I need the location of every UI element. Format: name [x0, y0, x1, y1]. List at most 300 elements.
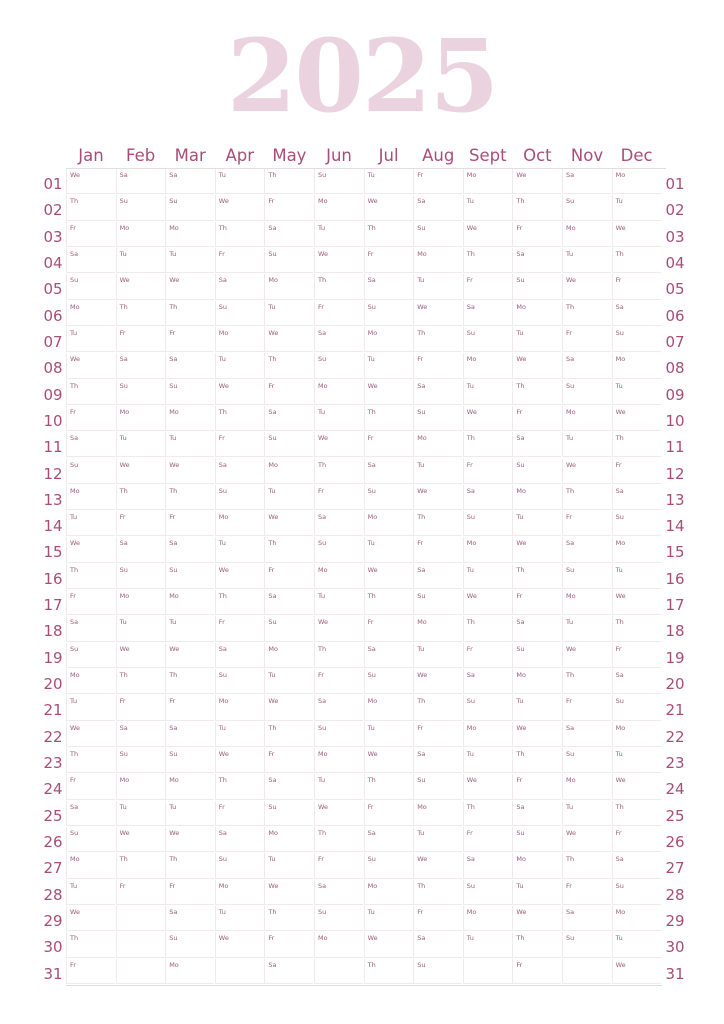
- day-cell: [165, 564, 214, 589]
- month-header: Dec: [620, 146, 653, 165]
- weekday-label: Tu: [218, 723, 226, 732]
- weekday-label: Sa: [566, 539, 575, 548]
- weekday-label: Su: [516, 644, 525, 653]
- day-cell: [413, 695, 462, 720]
- weekday-label: We: [218, 934, 229, 943]
- weekday-label: Fr: [516, 407, 523, 416]
- weekday-label: We: [516, 171, 527, 179]
- day-cell: [364, 195, 413, 220]
- day-cell: [562, 353, 611, 378]
- weekday-label: Sa: [466, 671, 475, 680]
- weekday-label: Sa: [318, 881, 327, 890]
- day-cell: [116, 222, 165, 247]
- weekday-label: Th: [70, 197, 79, 206]
- day-cell: [512, 932, 561, 957]
- day-cell: [562, 169, 611, 194]
- day-cell: [463, 459, 512, 484]
- day-cell: [215, 459, 264, 484]
- weekday-label: Su: [615, 328, 624, 337]
- weekday-label: Mo: [615, 355, 626, 364]
- weekday-label: We: [367, 565, 378, 574]
- weekday-label: We: [615, 223, 626, 232]
- weekday-label: Tu: [417, 644, 425, 653]
- weekday-label: Th: [466, 802, 475, 811]
- weekday-label: Tu: [268, 486, 276, 495]
- weekday-label: Th: [70, 934, 79, 943]
- weekday-label: Mo: [268, 644, 278, 653]
- day-cell: [562, 459, 611, 484]
- month-header: Nov: [570, 146, 604, 165]
- day-number-right: 20: [665, 675, 685, 694]
- weekday-label: Su: [466, 328, 476, 337]
- day-cell: [413, 564, 462, 589]
- weekday-label: Fr: [367, 802, 374, 811]
- weekday-label: Sa: [218, 460, 227, 469]
- day-cell: [413, 827, 462, 852]
- weekday-label: Su: [119, 381, 128, 390]
- day-cell: [413, 406, 462, 431]
- day-number-left: 03: [43, 227, 63, 246]
- day-cell: [364, 301, 413, 326]
- day-cell: [413, 195, 462, 220]
- day-cell: [562, 380, 611, 405]
- weekday-label: We: [516, 723, 527, 732]
- weekday-label: Sa: [367, 644, 376, 653]
- day-cell: [215, 959, 264, 984]
- day-number-right: 06: [665, 306, 685, 325]
- weekday-label: Mo: [367, 881, 378, 890]
- day-cell: [66, 406, 115, 431]
- weekday-label: Th: [169, 855, 178, 864]
- weekday-label: Su: [70, 276, 79, 285]
- day-cell: [612, 169, 661, 194]
- day-cell: [512, 959, 561, 984]
- day-cell: [116, 590, 165, 615]
- day-cell: [612, 722, 661, 747]
- day-cell: [413, 301, 462, 326]
- day-cell: [364, 590, 413, 615]
- weekday-label: Tu: [367, 723, 375, 732]
- weekday-label: Su: [70, 644, 79, 653]
- weekday-label: We: [169, 460, 180, 469]
- day-cell: [116, 932, 165, 957]
- weekday-label: Tu: [566, 249, 574, 258]
- weekday-label: Th: [119, 302, 128, 311]
- day-cell: [215, 564, 264, 589]
- day-cell: [314, 169, 363, 194]
- weekday-label: Tu: [566, 618, 574, 627]
- day-number-left: 21: [43, 701, 63, 720]
- weekday-label: Su: [318, 723, 327, 732]
- day-cell: [116, 959, 165, 984]
- day-number-left: 25: [43, 806, 63, 825]
- day-cell: [463, 959, 512, 984]
- weekday-label: Fr: [119, 697, 126, 706]
- weekday-label: Tu: [119, 249, 127, 258]
- day-cell: [66, 327, 115, 352]
- weekday-label: Th: [218, 223, 227, 232]
- weekday-label: Tu: [417, 460, 425, 469]
- day-cell: [413, 774, 462, 799]
- weekday-label: Su: [268, 618, 277, 627]
- day-number-left: 11: [43, 438, 63, 457]
- weekday-label: Mo: [367, 697, 378, 706]
- day-cell: [364, 537, 413, 562]
- day-number-right: 02: [665, 201, 685, 220]
- weekday-label: We: [367, 750, 378, 759]
- day-cell: [116, 643, 165, 668]
- day-cell: [314, 195, 363, 220]
- weekday-label: Tu: [566, 802, 574, 811]
- weekday-label: Tu: [615, 934, 623, 943]
- month-header: Jun: [326, 146, 352, 165]
- day-cell: [264, 669, 313, 694]
- weekday-label: Sa: [218, 644, 227, 653]
- weekday-label: Th: [169, 486, 178, 495]
- day-number-left: 19: [43, 648, 63, 667]
- weekday-label: Su: [516, 829, 525, 837]
- weekday-label: We: [70, 171, 81, 179]
- day-number-left: 01: [43, 175, 63, 193]
- weekday-label: We: [268, 513, 279, 522]
- day-cell: [314, 801, 363, 826]
- day-cell: [165, 616, 214, 641]
- weekday-label: Sa: [268, 223, 277, 232]
- day-cell: [165, 827, 214, 852]
- weekday-label: Sa: [417, 750, 426, 759]
- weekday-label: Fr: [70, 407, 76, 416]
- day-cell: [562, 274, 611, 299]
- weekday-label: Fr: [119, 513, 126, 522]
- weekday-label: Su: [417, 592, 426, 601]
- day-cell: [612, 590, 661, 615]
- day-cell: [364, 695, 413, 720]
- weekday-label: Sa: [466, 302, 475, 311]
- weekday-label: Mo: [566, 407, 576, 416]
- day-cell: [463, 169, 512, 194]
- weekday-label: We: [615, 592, 626, 601]
- weekday-label: We: [268, 881, 279, 890]
- day-cell: [562, 301, 611, 326]
- day-cell: [264, 880, 313, 905]
- day-cell: [165, 537, 214, 562]
- weekday-label: Th: [318, 460, 327, 469]
- day-cell: [116, 722, 165, 747]
- weekday-label: Th: [70, 381, 79, 390]
- weekday-label: Su: [566, 381, 575, 390]
- weekday-label: Su: [268, 434, 277, 443]
- weekday-label: We: [566, 460, 577, 469]
- day-cell: [612, 406, 661, 431]
- day-cell: [264, 274, 313, 299]
- weekday-label: Sa: [615, 486, 624, 495]
- weekday-label: Su: [417, 776, 426, 785]
- day-cell: [562, 485, 611, 510]
- weekday-label: Su: [218, 302, 228, 311]
- weekday-label: Mo: [417, 249, 427, 258]
- weekday-label: We: [218, 197, 229, 206]
- weekday-label: Su: [318, 355, 327, 364]
- day-cell: [314, 616, 363, 641]
- weekday-label: Mo: [516, 671, 526, 680]
- weekday-label: Mo: [566, 592, 576, 601]
- month-header: Feb: [125, 146, 156, 165]
- weekday-label: Su: [466, 881, 476, 890]
- day-cell: [215, 669, 264, 694]
- day-cell: [165, 906, 214, 931]
- weekday-label: Su: [218, 671, 228, 680]
- weekday-label: Mo: [169, 223, 179, 232]
- day-cell: [612, 274, 661, 299]
- day-cell: [215, 906, 264, 931]
- weekday-label: We: [417, 302, 428, 311]
- day-cell: [264, 353, 313, 378]
- weekday-label: Sa: [218, 276, 227, 285]
- weekday-label: Th: [566, 302, 575, 311]
- day-cell: [364, 248, 413, 273]
- day-cell: [463, 932, 512, 957]
- day-cell: [512, 722, 561, 747]
- calendar-grid: [66, 169, 662, 986]
- weekday-label: We: [615, 776, 626, 785]
- weekday-label: Tu: [119, 618, 127, 627]
- day-cell: [612, 853, 661, 878]
- weekday-label: We: [70, 539, 81, 548]
- day-cell: [364, 274, 413, 299]
- weekday-label: Sa: [367, 829, 376, 837]
- weekday-label: Mo: [417, 434, 427, 443]
- day-cell: [116, 301, 165, 326]
- day-cell: [165, 485, 214, 510]
- day-cell: [612, 643, 661, 668]
- weekday-label: Tu: [218, 539, 226, 548]
- weekday-label: Fr: [417, 539, 424, 548]
- day-cell: [264, 406, 313, 431]
- day-cell: [66, 801, 115, 826]
- weekday-label: Su: [119, 197, 128, 206]
- day-cell: [66, 827, 115, 852]
- day-cell: [264, 432, 313, 457]
- day-cell: [413, 853, 462, 878]
- day-cell: [314, 906, 363, 931]
- day-cell: [463, 827, 512, 852]
- weekday-label: Tu: [516, 513, 524, 522]
- day-cell: [314, 301, 363, 326]
- weekday-label: Sa: [615, 302, 624, 311]
- weekday-label: Sa: [268, 592, 277, 601]
- weekday-label: We: [466, 223, 477, 232]
- weekday-label: Tu: [466, 381, 474, 390]
- weekday-label: Sa: [169, 539, 178, 548]
- day-cell: [66, 722, 115, 747]
- day-cell: [512, 485, 561, 510]
- day-cell: [215, 774, 264, 799]
- day-cell: [512, 564, 561, 589]
- weekday-label: Su: [417, 960, 426, 969]
- day-cell: [612, 353, 661, 378]
- day-cell: [215, 248, 264, 273]
- weekday-label: Tu: [70, 328, 78, 337]
- day-cell: [165, 353, 214, 378]
- day-number-right: 26: [665, 833, 685, 851]
- day-cell: [66, 616, 115, 641]
- day-cell: [364, 459, 413, 484]
- weekday-label: Mo: [218, 513, 229, 522]
- weekday-label: Tu: [70, 513, 78, 522]
- day-cell: [463, 801, 512, 826]
- weekday-label: Mo: [169, 776, 179, 785]
- day-cell: [512, 195, 561, 220]
- weekday-label: Tu: [268, 855, 276, 864]
- day-cell: [612, 669, 661, 694]
- day-cell: [314, 380, 363, 405]
- weekday-label: Fr: [218, 434, 225, 443]
- day-cell: [314, 406, 363, 431]
- weekday-label: Mo: [70, 855, 80, 864]
- day-cell: [314, 827, 363, 852]
- weekday-label: Tu: [169, 249, 177, 258]
- day-cell: [314, 248, 363, 273]
- day-cell: [413, 353, 462, 378]
- day-cell: [364, 616, 413, 641]
- day-cell: [264, 222, 313, 247]
- day-cell: [463, 353, 512, 378]
- day-number-right: 23: [665, 754, 685, 773]
- day-number-left: 18: [43, 622, 63, 641]
- day-cell: [562, 511, 611, 536]
- weekday-label: Fr: [169, 881, 176, 890]
- day-cell: [612, 459, 661, 484]
- weekday-label: We: [516, 355, 527, 364]
- day-cell: [314, 327, 363, 352]
- weekday-label: Su: [169, 565, 178, 574]
- day-number-left: 31: [43, 964, 63, 983]
- weekday-label: Sa: [516, 434, 525, 443]
- weekday-label: We: [318, 802, 329, 811]
- day-cell: [512, 380, 561, 405]
- weekday-label: Sa: [70, 802, 79, 811]
- day-number-left: 06: [43, 306, 63, 325]
- weekday-label: Mo: [169, 960, 179, 969]
- day-cell: [264, 616, 313, 641]
- day-cell: [165, 669, 214, 694]
- weekday-label: Sa: [268, 407, 277, 416]
- day-cell: [66, 590, 115, 615]
- year-title: 2025: [226, 17, 498, 135]
- day-cell: [413, 748, 462, 773]
- day-number-right: 07: [665, 332, 685, 351]
- day-number-left: 04: [43, 253, 63, 272]
- weekday-label: We: [268, 697, 279, 706]
- day-cell: [264, 695, 313, 720]
- day-cell: [165, 406, 214, 431]
- weekday-label: Sa: [516, 249, 525, 258]
- day-cell: [264, 932, 313, 957]
- day-cell: [512, 353, 561, 378]
- weekday-label: Sa: [218, 829, 227, 837]
- weekday-label: Tu: [70, 881, 78, 890]
- day-number-left: 26: [43, 833, 63, 851]
- day-cell: [512, 537, 561, 562]
- day-number-left: 28: [43, 885, 63, 904]
- day-cell: [512, 853, 561, 878]
- weekday-label: Th: [318, 276, 327, 285]
- day-cell: [364, 643, 413, 668]
- weekday-label: Mo: [70, 671, 80, 680]
- day-cell: [612, 564, 661, 589]
- day-cell: [413, 932, 462, 957]
- weekday-label: We: [218, 381, 229, 390]
- day-cell: [512, 459, 561, 484]
- day-cell: [116, 327, 165, 352]
- weekday-label: Th: [417, 513, 426, 522]
- day-cell: [612, 380, 661, 405]
- day-cell: [165, 748, 214, 773]
- weekday-label: Tu: [417, 276, 425, 285]
- day-cell: [215, 643, 264, 668]
- day-cell: [66, 643, 115, 668]
- day-number-right: 18: [665, 622, 685, 641]
- weekday-label: Mo: [367, 328, 378, 337]
- day-cell: [512, 301, 561, 326]
- weekday-label: Mo: [119, 592, 130, 601]
- day-cell: [463, 643, 512, 668]
- day-cell: [314, 643, 363, 668]
- weekday-label: Fr: [367, 618, 374, 627]
- day-cell: [116, 564, 165, 589]
- day-number-right: 29: [665, 911, 685, 930]
- month-header: Apr: [225, 146, 255, 165]
- weekday-label: Su: [70, 460, 79, 469]
- weekday-label: We: [566, 829, 577, 837]
- day-cell: [215, 827, 264, 852]
- day-cell: [314, 774, 363, 799]
- day-cell: [413, 485, 462, 510]
- day-cell: [562, 564, 611, 589]
- day-cell: [463, 906, 512, 931]
- day-cell: [364, 906, 413, 931]
- month-header: Mar: [174, 146, 206, 165]
- day-number-right: 14: [665, 517, 685, 536]
- day-cell: [116, 801, 165, 826]
- weekday-label: Th: [318, 829, 327, 837]
- weekday-label: Th: [70, 565, 79, 574]
- day-number-left: 12: [43, 464, 63, 483]
- day-cell: [413, 248, 462, 273]
- day-cell: [165, 643, 214, 668]
- day-cell: [264, 853, 313, 878]
- weekday-label: Tu: [367, 171, 375, 179]
- day-cell: [364, 801, 413, 826]
- day-cell: [165, 169, 214, 194]
- day-cell: [116, 459, 165, 484]
- weekday-label: We: [218, 750, 229, 759]
- day-cell: [413, 511, 462, 536]
- day-cell: [612, 537, 661, 562]
- day-cell: [562, 774, 611, 799]
- weekday-label: Sa: [516, 802, 525, 811]
- day-cell: [413, 669, 462, 694]
- day-number-right: 19: [665, 648, 685, 667]
- day-cell: [116, 616, 165, 641]
- day-number-left: 23: [43, 754, 63, 773]
- weekday-label: Sa: [466, 855, 475, 864]
- weekday-label: Th: [516, 565, 525, 574]
- day-cell: [215, 222, 264, 247]
- day-number-left: 22: [43, 727, 63, 746]
- weekday-label: Su: [169, 934, 178, 943]
- weekday-label: Sa: [169, 723, 178, 732]
